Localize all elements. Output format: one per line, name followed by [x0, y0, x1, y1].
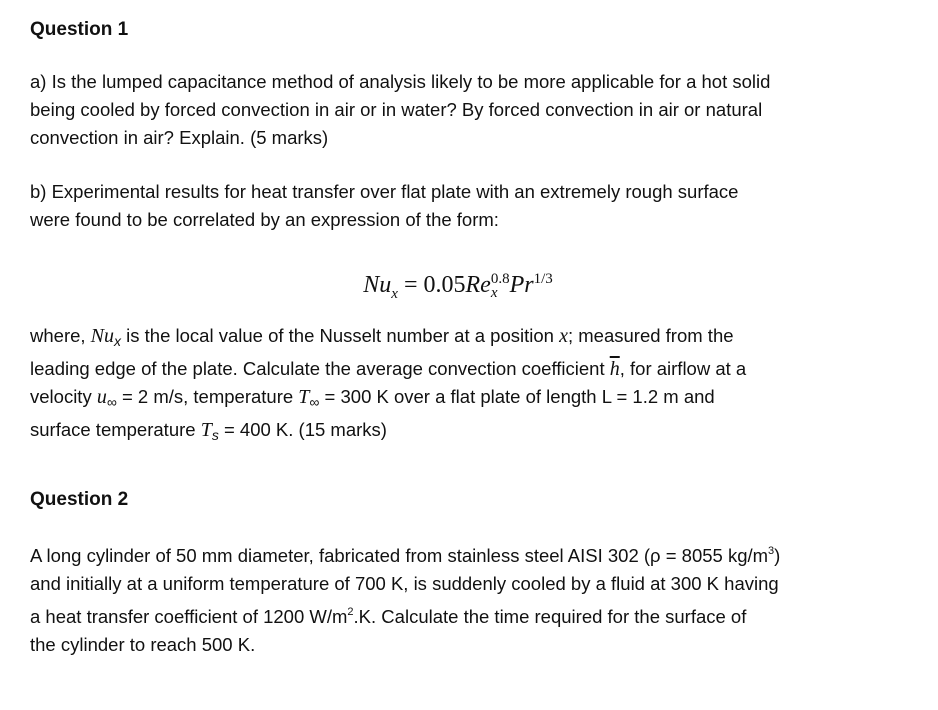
text-close-paren: ): [774, 545, 781, 566]
ts-symbol: T: [200, 419, 212, 441]
text-plate-length: = 300 K over a flat plate of length L = 1.2 m and: [319, 386, 715, 407]
u-symbol: u: [96, 386, 107, 408]
eq-re-sub: x: [490, 285, 498, 302]
eq-re-sup: 0.8: [490, 271, 510, 288]
q1a-line-3: convection in air? Explain. (5 marks): [30, 127, 329, 148]
q2-line-4: the cylinder to reach 500 K.: [30, 634, 256, 655]
text-airflow: , for airflow at a: [619, 358, 747, 379]
q2-line-2: and initially at a uniform temperature of 700 K, is suddenly cooled by a fluid at 300 K having: [30, 573, 779, 594]
question-1b-intro: [30, 178, 886, 234]
eq-nu: Nu: [363, 272, 392, 298]
text-15-marks: = 400 K. (15 marks): [218, 419, 387, 440]
text-where: where,: [30, 325, 91, 346]
question-1a-text: [30, 68, 886, 152]
document-page: [30, 0, 886, 710]
text-temperature: = 2 m/s, temperature: [116, 386, 299, 407]
t-inf-sub: ∞: [309, 394, 320, 410]
q1b-where-line-4: [30, 416, 886, 449]
q1a-line-1: a) Is the lumped capacitance method of analysis likely to be more applicable for a hot solid: [30, 71, 771, 92]
nu-sub: x: [114, 333, 122, 349]
h-bar-symbol: $\overline{h}$: [609, 358, 620, 380]
question-1-heading: Question 1: [30, 19, 129, 40]
x-symbol: x: [559, 325, 568, 347]
text-surface-temp: surface temperature: [30, 419, 201, 440]
text-htc: a heat transfer coefficient of 1200 W/m: [30, 606, 348, 627]
q1b-where-line-3: [30, 383, 886, 416]
q1b-where-line-1: [30, 322, 886, 355]
question-2-heading: Question 2: [30, 489, 129, 510]
eq-nu-sub: x: [391, 285, 398, 302]
text-leading-edge: leading edge of the plate. Calculate the average convection coefficient: [30, 358, 610, 379]
q1b-line-2: were found to be correlated by an expression of the form:: [30, 209, 499, 230]
question-1b-body: [30, 322, 886, 449]
q2-line-3: [30, 598, 886, 631]
text-measured: ; measured from the: [567, 325, 734, 346]
ts-sub: s: [211, 427, 219, 443]
eq-re: Re: [465, 272, 491, 298]
text-nusselt: is the local value of the Nusselt number at a position: [121, 325, 560, 346]
text-velocity: velocity: [30, 386, 97, 407]
q2-line-1: [30, 537, 886, 570]
htc-unit-sup: 2: [347, 606, 354, 618]
q1b-where-line-2: [30, 355, 886, 383]
eq-pr: Pr: [509, 272, 534, 298]
eq-pr-sup: 1/3: [533, 271, 553, 287]
text-cylinder: A long cylinder of 50 mm diameter, fabricated from stainless steel AISI 302 (ρ = 8055 kg/m: [30, 545, 769, 566]
text-time-required: .K. Calculate the time required for the surface of: [353, 606, 747, 627]
question-2-text: [30, 537, 886, 659]
nu-symbol: Nu: [90, 325, 115, 347]
q1b-line-1: b) Experimental results for heat transfer over flat plate with an extremely rough surface: [30, 181, 739, 202]
t-inf-symbol: T: [298, 386, 310, 408]
correlation-equation: [30, 264, 886, 309]
eq-coef: = 0.05: [397, 272, 466, 298]
q1a-line-2: being cooled by forced convection in air or in water? By forced convection in air or natural: [30, 99, 763, 120]
u-sub: ∞: [106, 394, 117, 410]
density-unit-sup: 3: [768, 545, 775, 557]
